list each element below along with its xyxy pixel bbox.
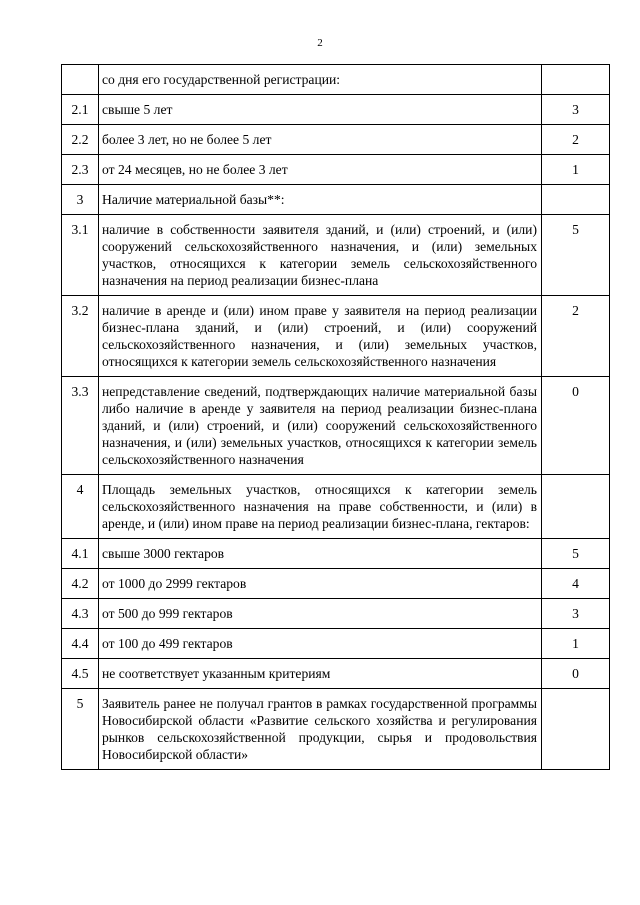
row-description: свыше 3000 гектаров: [99, 539, 542, 569]
row-description: не соответствует указанным критериям: [99, 659, 542, 689]
row-number: 2.3: [62, 155, 99, 185]
row-number: [62, 65, 99, 95]
row-score: 3: [542, 599, 610, 629]
table-row: [62, 215, 610, 296]
table-row: [62, 155, 610, 185]
row-score: 1: [542, 629, 610, 659]
row-score: 3: [542, 95, 610, 125]
table-row: [62, 539, 610, 569]
row-score: 2: [542, 296, 610, 377]
criteria-table: [61, 64, 610, 770]
row-score: 0: [542, 659, 610, 689]
row-description: Площадь земельных участков, относящихся к категории земель сельскохозяйственного назначения на праве собственности, и (или) в аренде, и (или) ином праве на период реализации бизнес-плана, гектаров:: [99, 475, 542, 539]
table-row: [62, 125, 610, 155]
table-row: [62, 185, 610, 215]
row-number: 4.1: [62, 539, 99, 569]
row-number: 3.3: [62, 377, 99, 475]
table-row: [62, 599, 610, 629]
row-score: 5: [542, 539, 610, 569]
row-number: 4: [62, 475, 99, 539]
row-score: 1: [542, 155, 610, 185]
row-description: от 500 до 999 гектаров: [99, 599, 542, 629]
row-number: 5: [62, 689, 99, 770]
row-number: 4.4: [62, 629, 99, 659]
row-score: [542, 475, 610, 539]
table-row: [62, 629, 610, 659]
row-number: 4.5: [62, 659, 99, 689]
row-description: от 1000 до 2999 гектаров: [99, 569, 542, 599]
page-number: 2: [317, 37, 323, 49]
row-score: [542, 185, 610, 215]
row-description: от 100 до 499 гектаров: [99, 629, 542, 659]
row-score: 4: [542, 569, 610, 599]
table-row: [62, 65, 610, 95]
row-description: наличие в аренде и (или) ином праве у заявителя на период реализации бизнес-плана зданий, и (или) строений, и (или) сооружений сельскохозяйственного назначения, и (или) земельных участков, относящихся к категории земель сельскохозяйственного назначения: [99, 296, 542, 377]
row-description: со дня его государственной регистрации:: [99, 65, 542, 95]
row-score: [542, 689, 610, 770]
row-number: 2.2: [62, 125, 99, 155]
row-score: 2: [542, 125, 610, 155]
table-row: [62, 475, 610, 539]
table-row: [62, 659, 610, 689]
row-description: свыше 5 лет: [99, 95, 542, 125]
row-number: 2.1: [62, 95, 99, 125]
row-description: Наличие материальной базы**:: [99, 185, 542, 215]
row-description: Заявитель ранее не получал грантов в рамках государственной программы Новосибирской области «Развитие сельского хозяйства и регулирования рынков сельскохозяйственной продукции, сырья и продовольствия Новосибирской области»: [99, 689, 542, 770]
table-row: [62, 569, 610, 599]
row-score: [542, 65, 610, 95]
row-number: 3: [62, 185, 99, 215]
row-description: непредставление сведений, подтверждающих наличие материальной базы либо наличие в аренде у заявителя на период реализации бизнес-плана зданий, и (или) строений, и (или) сооружений сельскохозяйственного назначения, и (или) земельных участков, относящихся к категории земель сельскохозяйственного назначения: [99, 377, 542, 475]
row-number: 3.2: [62, 296, 99, 377]
row-score: 5: [542, 215, 610, 296]
table-row: [62, 95, 610, 125]
row-number: 3.1: [62, 215, 99, 296]
row-description: более 3 лет, но не более 5 лет: [99, 125, 542, 155]
row-description: от 24 месяцев, но не более 3 лет: [99, 155, 542, 185]
table-row: [62, 377, 610, 475]
row-description: наличие в собственности заявителя зданий, и (или) строений, и (или) сооружений сельскохозяйственного назначения, и (или) земельных участков, относящихся к категории земель сельскохозяйственного назначения на период реализации бизнес-плана: [99, 215, 542, 296]
row-number: 4.3: [62, 599, 99, 629]
row-score: 0: [542, 377, 610, 475]
row-number: 4.2: [62, 569, 99, 599]
table-row: [62, 689, 610, 770]
table-row: [62, 296, 610, 377]
